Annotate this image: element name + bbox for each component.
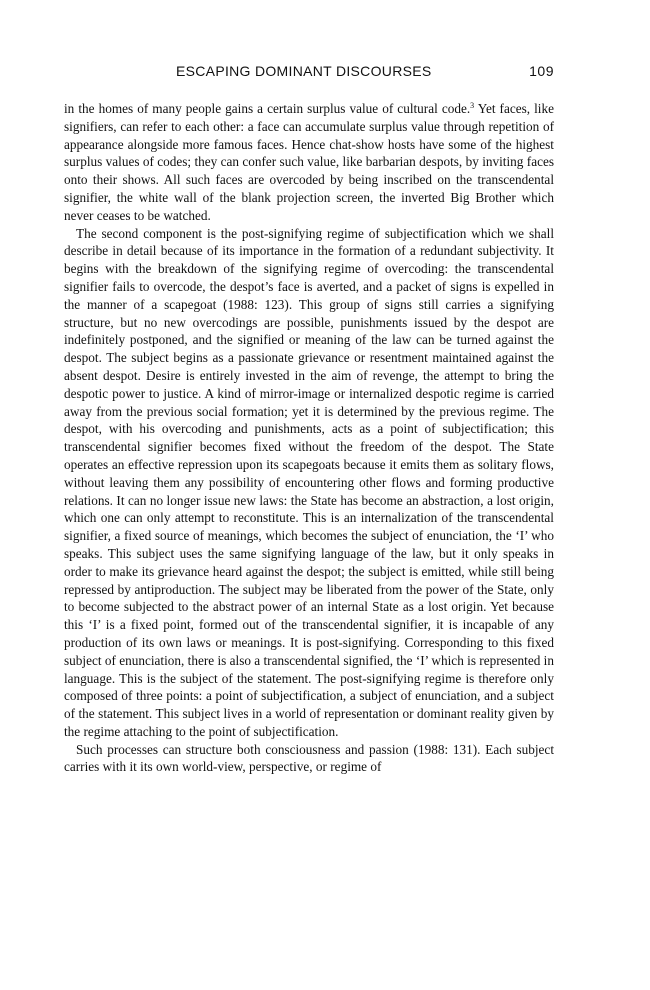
paragraph-post-signifying-regime: The second component is the post-signifying regime of subjectification which we shall describe in detail because of its importance in the formation of a redundant subjectivity. It begins with the breakdown of the signifying regime of overcoding: the transcendental signifier fails to overcode, the despot’s face is averted, and a packet of signs is expelled in the manner of a scapegoat (1988: 123). This group of signs still carries a signifying structure, but no new overcodings are possible, punishments issued by the despot are indefinitely postponed, and the signified or meaning of the law can be turned against the despot. The subject begins as a passionate grievance or resentment maintained against the absent despot. Desire is entirely invested in the aim of revenge, the attempt to bring the despotic power to justice. A kind of mirror-image or internalized despotic regime is carried away from the previous social formation; yet it is determined by the previous regime. The despot, with his overcoding and punishments, acts as a point of subjectification; this transcendental signifier becomes fixed without the freedom of the despot. The State operates an effective repression upon its scapegoats because it emits them as solitary flows, without leaving them any possibility of encountering other flows and forming productive relations. It can no longer issue new laws: the State has become an abstraction, a lost origin, which one can only attempt to reconstitute. This is an internalization of the transcendental signifier, a fixed source of meanings, which becomes the subject of enunciation, the ‘I’ who speaks. This subject uses the same signifying language of the law, but it only speaks in order to make its grievance heard against the despot; the subject is emitted, while still being repressed by antiproduction. The subject may be liberated from the power of the State, only to become subjected to the abstract power of an internal State as a lost origin. Yet because this ‘I’ is a fixed point, formed out of the transcendental signifier, it is incapable of any production of its own laws or meanings. It is post-signifying. Corresponding to this fixed subject of enunciation, there is also a transcendental signified, the ‘I’ which is represented in language. This is the subject of the statement. The post-signifying regime is therefore only composed of three points: a point of subjectification, a subject of enunciation, and a subject of the statement. This subject lives in a world of representation or dominant reality given by the regime attaching to the point of subjectification.	[64, 225, 554, 739]
paragraph-text: in the homes of many people gains a certain surplus value of cultural code.	[64, 101, 471, 116]
running-title: ESCAPING DOMINANT DISCOURSES	[176, 63, 432, 79]
book-page	[64, 63, 554, 776]
paragraph-text-continued: Yet faces, like signifiers, can refer to each other: a face can accumulate surplus value through repetition of appearance alongside more famous faces. Hence chat-show hosts have some of the highest surplus values of codes; they can confer such value, like barbarian despots, by inviting faces onto their shows. All such faces are overcoded by being inscribed on the transcendental signifier, the white wall of the blank projection screen, the inverted Big Brother which never ceases to be watched.	[64, 101, 554, 223]
paragraph-consciousness-passion: Such processes can structure both consciousness and passion (1988: 131). Each subject carries with it its own world-view, perspective, or regime of	[64, 741, 554, 775]
paragraph-continued	[64, 100, 554, 225]
footnote-reference: 3	[470, 101, 475, 110]
page-number: 109	[529, 63, 554, 79]
body-text	[64, 100, 554, 776]
running-head	[64, 63, 554, 85]
